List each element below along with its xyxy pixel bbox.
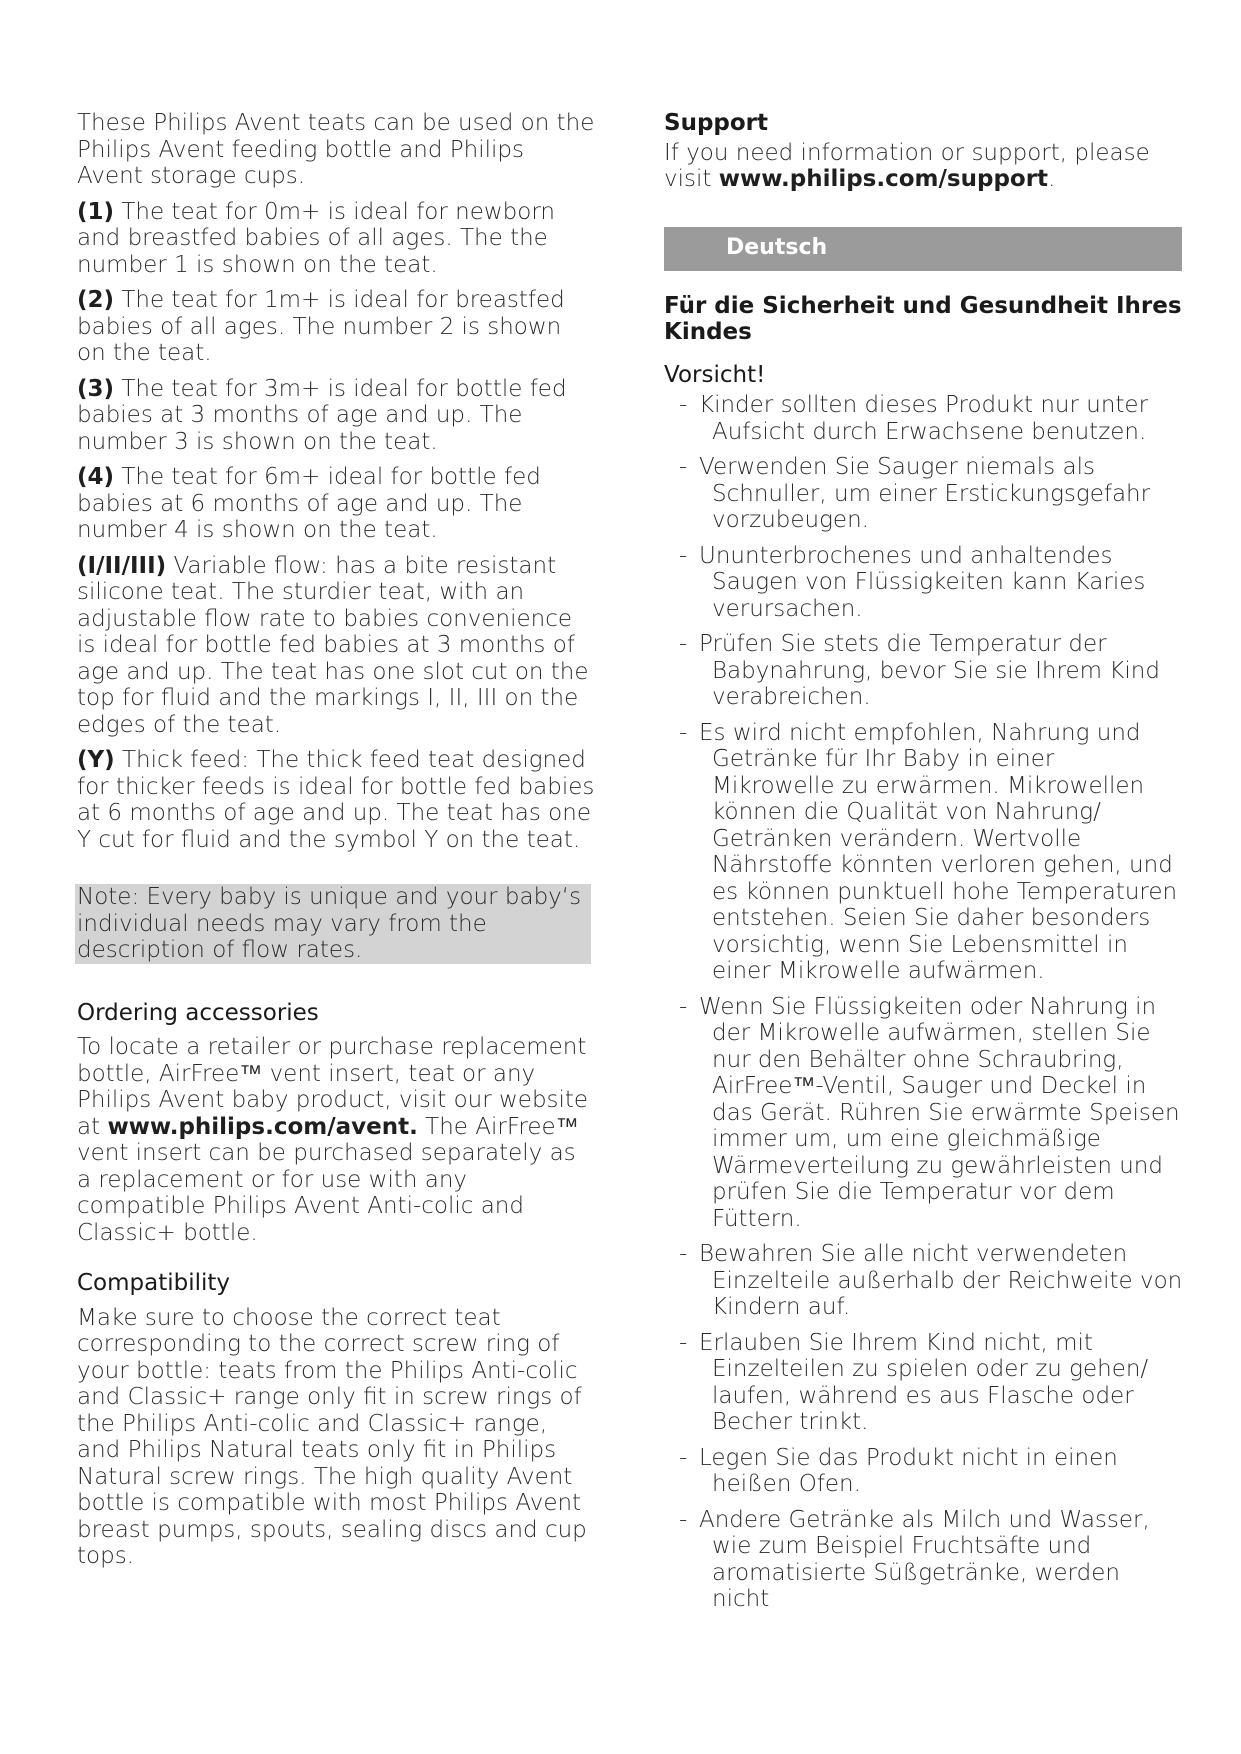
teat-description: The teat for 0m+ is ideal for newborn and breastfed babies of all ages. The the number 1 is shown on the teat. bbox=[77, 198, 555, 278]
ordering-text-continued: The AirFree™ vent insert can be purchased separately as a replacement or for use with any compatible Philips Avent Anti-colic and Classic+ bottle. bbox=[77, 1113, 579, 1246]
support-paragraph bbox=[664, 140, 1184, 193]
left-column bbox=[77, 110, 597, 1579]
compatibility-heading: Compatibility bbox=[77, 1270, 231, 1296]
list-item bbox=[664, 720, 1184, 985]
ordering-paragraph bbox=[77, 1034, 597, 1246]
dash-icon: - bbox=[679, 542, 688, 569]
dash-icon: - bbox=[679, 1506, 688, 1533]
right-column bbox=[664, 110, 1184, 1622]
list-item-text: Wenn Sie Flüssigkeiten oder Nahrung in der Mikrowelle aufwärmen, stellen Sie nur den Behälter ohne Schraubring, AirFree™-Ventil, Sauger und Deckel in das Gerät. Rühren Sie erwärmte Speisen immer um, um eine gleichmäßige Wärmeverteilung zu gewährleisten und prüfen Sie die Temperatur vor dem Füttern. bbox=[699, 993, 1180, 1232]
note-box: Note: Every baby is unique and your baby‘s individual needs may vary from the description of flow rates. bbox=[75, 884, 591, 964]
teat-description: Thick feed: The thick feed teat designed for thicker feeds is ideal for bottle fed babies at 6 months of age and up. The teat has one Y cut for fluid and the symbol Y on the teat. bbox=[77, 747, 595, 853]
warning-list bbox=[664, 392, 1184, 1613]
dash-icon: - bbox=[679, 1444, 688, 1471]
support-text: If you need information or support, please visit bbox=[664, 139, 1150, 192]
list-item-text: Legen Sie das Produkt nicht in einen heißen Ofen. bbox=[699, 1444, 1118, 1497]
dash-icon: - bbox=[679, 454, 688, 480]
list-item-text: Prüfen Sie stets die Temperatur der Babynahrung, bevor Sie sie Ihrem Kind verabreichen. bbox=[699, 631, 1160, 710]
list-item-text: Erlauben Sie Ihrem Kind nicht, mit Einzelteilen zu spielen oder zu gehen/ laufen, während es aus Flasche oder Becher trinkt. bbox=[699, 1329, 1149, 1435]
teat-label: (Y) bbox=[77, 747, 115, 773]
dash-icon: - bbox=[679, 719, 688, 746]
teat-label: (1) bbox=[77, 198, 115, 225]
support-link[interactable]: www.philips.com/support bbox=[718, 166, 1049, 192]
dash-icon: - bbox=[679, 993, 688, 1020]
caution-heading: Vorsicht! bbox=[664, 361, 766, 388]
ordering-heading: Ordering accessories bbox=[77, 999, 319, 1026]
support-period: . bbox=[1048, 166, 1056, 192]
dash-icon: - bbox=[679, 631, 688, 657]
compatibility-paragraph: Make sure to choose the correct teat corresponding to the correct screw ring of your bottle: teats from the Philips Anti-colic and Classic+ range only fit in screw rings of the Philips Anti-colic and Classic+ range, and Philips Natural teats only fit in Philips Natural screw rings. The high quality Avent bottle is compatible with most Philips Avent breast pumps, spouts, sealing discs and cup tops. bbox=[77, 1304, 587, 1569]
list-item-text: Es wird nicht empfohlen, Nahrung und Getränke für Ihr Baby in einer Mikrowelle zu erwärmen. Mikrowellen können die Qualität von Nahrung/ Getränken verändern. Wertvolle Nährstoffe könnten verloren gehen, und es können punktuell hohe Temperaturen entstehen. Seien Sie daher besonders vorsichtig, wenn Sie Lebensmittel in einer Mikrowelle aufwärmen. bbox=[699, 719, 1178, 984]
teat-description: The teat for 1m+ is ideal for breastfed babies of all ages. The number 2 is shown on the teat. bbox=[77, 287, 565, 366]
avent-link[interactable]: www.philips.com/avent. bbox=[107, 1113, 418, 1140]
teat-item-4 bbox=[77, 464, 597, 544]
safety-heading: Für die Sicherheit und Gesundheit Ihres Kindes bbox=[664, 292, 1182, 345]
teat-label: (4) bbox=[77, 464, 115, 490]
list-item bbox=[664, 454, 1184, 534]
list-item bbox=[664, 1507, 1184, 1613]
list-item bbox=[664, 631, 1184, 711]
list-item bbox=[664, 1445, 1184, 1498]
language-bar-deutsch: Deutsch bbox=[664, 227, 1182, 271]
list-item bbox=[664, 994, 1184, 1233]
dash-icon: - bbox=[679, 1329, 688, 1356]
list-item bbox=[664, 1241, 1184, 1321]
support-heading: Support bbox=[664, 110, 769, 136]
list-item-text: Bewahren Sie alle nicht verwendeten Einzelteile außerhalb der Reichweite von Kindern auf. bbox=[699, 1241, 1183, 1320]
list-item-text: Ununterbrochenes und anhaltendes Saugen von Flüssigkeiten kann Karies verursachen. bbox=[699, 542, 1146, 622]
teat-description: The teat for 6m+ ideal for bottle fed babies at 6 months of age and up. The number 4 is shown on the teat. bbox=[77, 464, 541, 543]
list-item-text: Verwenden Sie Sauger niemals als Schnuller, um einer Erstickungsgefahr vorzubeugen. bbox=[699, 454, 1151, 533]
teat-item-2 bbox=[77, 287, 597, 367]
teat-label: (I/II/III) bbox=[77, 552, 167, 579]
list-item-text: Andere Getränke als Milch und Wasser, wie zum Beispiel Fruchtsäfte und aromatisierte Süßgetränke, werden nicht bbox=[699, 1506, 1150, 1612]
teat-description: Variable flow: has a bite resistant silicone teat. The sturdier teat, with an adjustable flow rate to babies convenience is ideal for bottle fed babies at 3 months of age and up. The teat has one slot cut on the top for fluid and the markings I, II, III on the edges of the teat. bbox=[77, 552, 589, 738]
list-item bbox=[664, 392, 1184, 445]
dash-icon: - bbox=[679, 392, 688, 418]
intro-paragraph: These Philips Avent teats can be used on the Philips Avent feeding bottle and Philips Avent storage cups. bbox=[77, 110, 595, 189]
list-item-text: Kinder sollten dieses Produkt nur unter Aufsicht durch Erwachsene benutzen. bbox=[699, 392, 1149, 445]
list-item bbox=[664, 1330, 1184, 1436]
teat-description: The teat for 3m+ is ideal for bottle fed babies at 3 months of age and up. The number 3 is shown on the teat. bbox=[77, 375, 567, 455]
teat-item-variable bbox=[77, 553, 597, 739]
teat-label: (2) bbox=[77, 287, 115, 313]
dash-icon: - bbox=[679, 1241, 688, 1267]
list-item bbox=[664, 543, 1184, 623]
teat-item-thick bbox=[77, 747, 597, 853]
ordering-text: To locate a retailer or purchase replacement bottle, AirFree™ vent insert, teat or any Philips Avent baby product, visit our website at bbox=[77, 1034, 589, 1140]
teat-item-1 bbox=[77, 199, 597, 279]
teat-label: (3) bbox=[77, 375, 115, 402]
teat-item-3 bbox=[77, 376, 597, 456]
